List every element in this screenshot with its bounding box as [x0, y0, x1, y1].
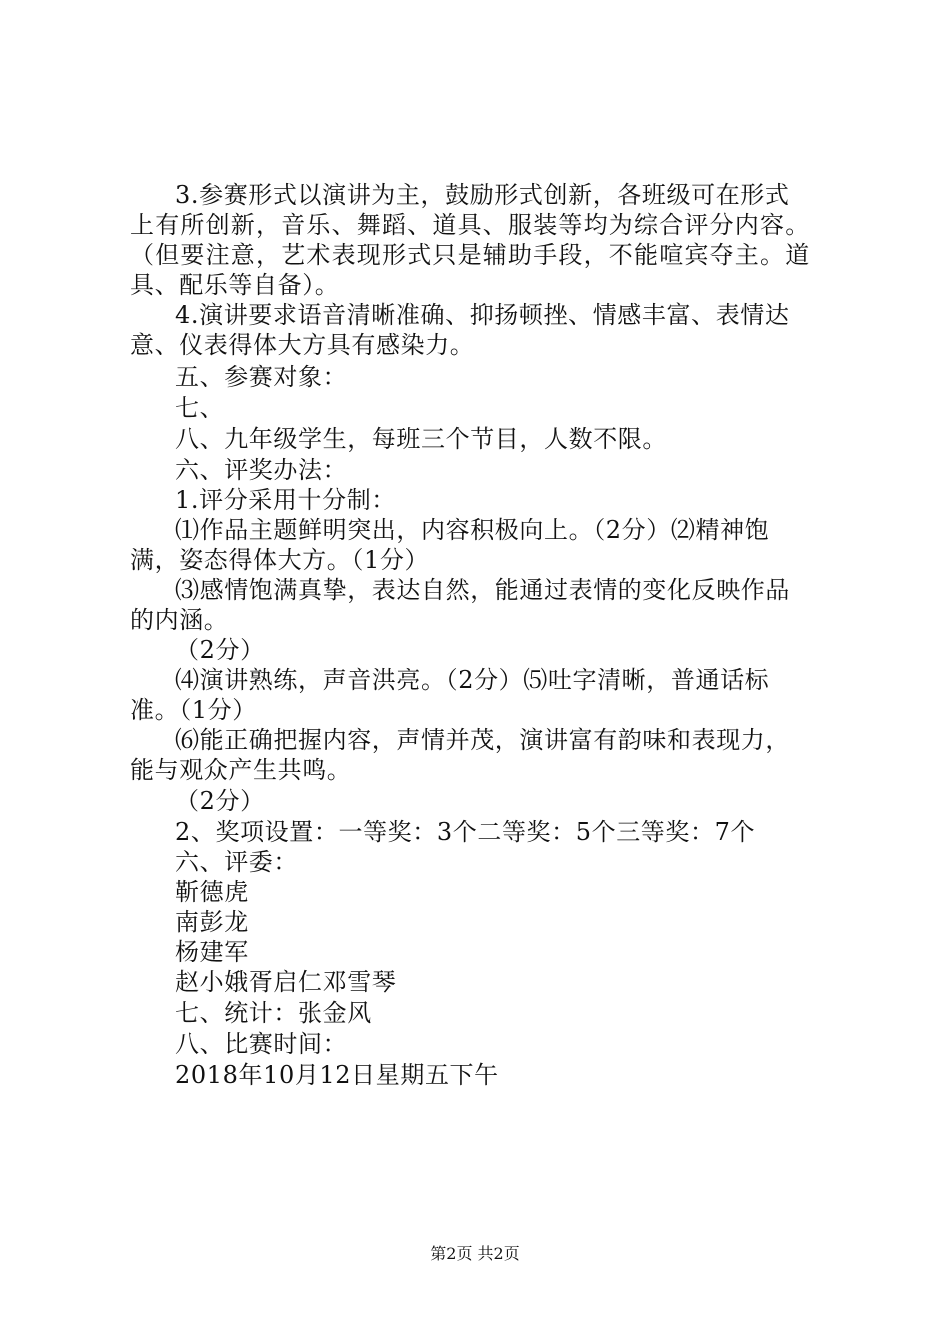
- paragraph-line: 的内涵。: [130, 606, 229, 634]
- paragraph-line: ⑹能正确把握内容，声情并茂，演讲富有韵味和表现力，: [175, 726, 790, 754]
- paragraph-line: ⑷演讲熟练，声音洪亮。（2分）⑸吐字清晰，普通话标: [175, 666, 770, 694]
- judge-name: 赵小娥胥启仁邓雪琴: [175, 968, 397, 996]
- section-heading: 七、统计：张金风: [175, 999, 372, 1027]
- paragraph-line: ⑴作品主题鲜明突出，内容积极向上。（2分）⑵精神饱: [175, 516, 770, 544]
- paragraph-line: 1.评分采用十分制：: [175, 486, 396, 514]
- paragraph-line: （2分）: [175, 636, 265, 664]
- paragraph-line: 2、奖项设置：一等奖：3个二等奖：5个三等奖：7个: [175, 818, 756, 846]
- paragraph-line: ⑶感情饱满真挚，表达自然，能通过表情的变化反映作品: [175, 576, 790, 604]
- paragraph-line: 意、仪表得体大方具有感染力。: [130, 331, 475, 359]
- paragraph-line: 满，姿态得体大方。（1分）: [130, 546, 430, 574]
- paragraph-line: 上有所创新，音乐、舞蹈、道具、服装等均为综合评分内容。: [130, 211, 811, 239]
- section-heading: 六、评委：: [175, 848, 298, 876]
- paragraph-line: （但要注意，艺术表现形式只是辅助手段，不能喧宾夺主。道: [130, 241, 811, 269]
- section-heading: 七、: [175, 394, 225, 422]
- paragraph-line: 2018年10月12日星期五下午: [175, 1061, 499, 1089]
- paragraph-line: 准。（1分）: [130, 696, 257, 724]
- paragraph-line: 4.演讲要求语音清晰准确、抑扬顿挫、情感丰富、表情达: [175, 301, 790, 329]
- judge-name: 南彭龙: [175, 908, 249, 936]
- paragraph-line: 具、配乐等自备）。: [130, 271, 340, 299]
- section-heading: 八、比赛时间：: [175, 1030, 348, 1058]
- paragraph-line: （2分）: [175, 787, 265, 815]
- judge-name: 杨建军: [175, 938, 249, 966]
- paragraph-line: 能与观众产生共鸣。: [130, 756, 352, 784]
- section-heading: 五、参赛对象：: [175, 363, 348, 391]
- judge-name: 靳德虎: [175, 878, 249, 906]
- section-heading: 六、评奖办法：: [175, 456, 348, 484]
- paragraph-line: 八、九年级学生，每班三个节目，人数不限。: [175, 425, 667, 453]
- page-number-footer: 第2页 共2页: [430, 1244, 520, 1263]
- paragraph-line: 3.参赛形式以演讲为主，鼓励形式创新，各班级可在形式: [175, 181, 790, 209]
